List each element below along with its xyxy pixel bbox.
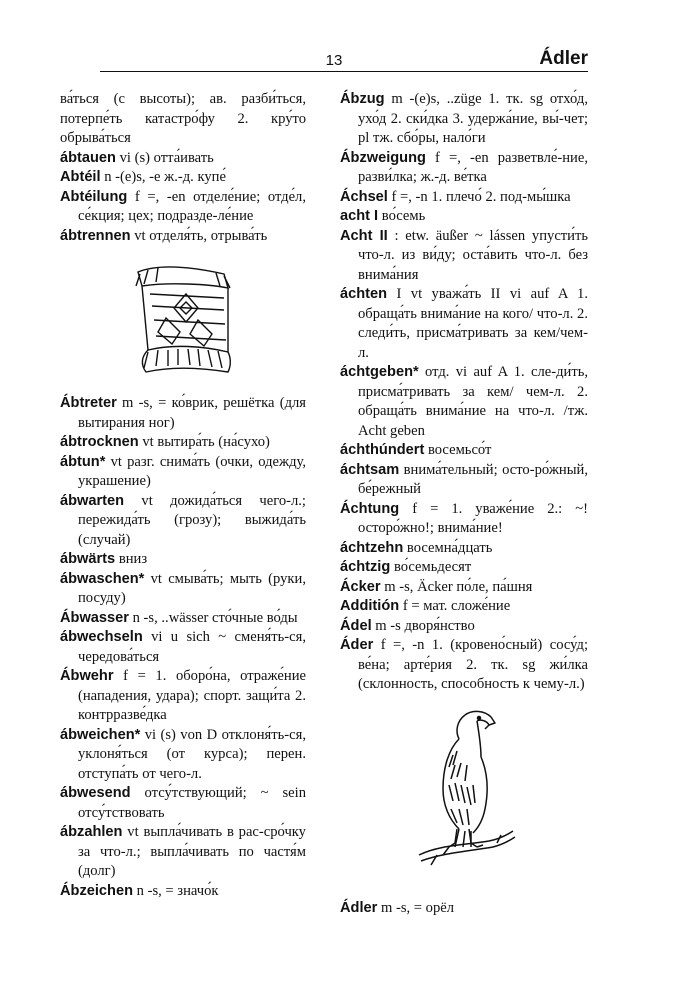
dictionary-entry — [340, 363, 588, 441]
dictionary-entry — [60, 609, 306, 629]
entry-text: f = мат. сложе́ние — [402, 598, 511, 614]
entry-headword: Ábwehr — [60, 668, 114, 684]
entry-text: f =, -en разветвле́-ние, разви́лка; ж.-д. ве́тка — [358, 149, 588, 185]
entry-headword: áchtgeben* — [340, 364, 419, 380]
entry-headword: Ádel — [340, 617, 372, 634]
entry-headword: áchten — [340, 286, 388, 302]
entry-text: f =, -n 1. плечо́ 2. под-мы́шка — [391, 188, 571, 205]
entry-text: I vt уважа́ть II vi auf A 1. обраща́ть внима́ние на кого/ что-л. 2. следи́ть, присма́тривать за кем/чем-л. — [358, 286, 588, 361]
entry-text: внима́тельный; осто-ро́жный, бе́режный — [358, 461, 588, 497]
entry-headword: Additión — [340, 598, 400, 614]
dictionary-entry — [340, 441, 588, 461]
dictionary-entry — [340, 285, 588, 363]
page-header — [100, 44, 588, 72]
entry-headword: ábtun* — [60, 453, 106, 470]
dictionary-entry — [60, 550, 306, 570]
entry-text: vt вытира́ть (на́сухо) — [142, 434, 270, 450]
dictionary-entry — [340, 207, 588, 227]
entry-text: f =, -n 1. (кровено́сный) сосу́д; ве́на; арте́рия 2. тк. sg жи́лка (склонность, способность к чему-л.) — [358, 637, 589, 692]
entry-text: m -s, = ко́врик, решётка (для вытирания ног) — [78, 395, 306, 431]
entry-headword: Abtéilung — [60, 188, 128, 205]
entry-headword: áchtzig — [340, 559, 391, 575]
entry-headword: Abtéil — [60, 169, 101, 185]
entry-headword: ábtrennen — [60, 227, 131, 244]
entry-headword: Ábtreter — [60, 395, 117, 411]
entry-text: vt разг. снима́ть (очки, одежду, украшение) — [78, 453, 306, 489]
entry-text: m -(e)s, ..züge 1. тк. sg отхо́д, ухо́д 2. ски́дка 3. удержа́ние, вы́-чет; pl тж. сбо́ры, нало́ги — [358, 91, 588, 146]
entry-headword: Ábzeichen — [60, 882, 133, 899]
dictionary-entry — [340, 227, 588, 286]
dictionary-entry — [340, 558, 588, 578]
entry-text: восемьсо́т — [427, 442, 492, 458]
dictionary-entry — [340, 597, 588, 617]
entry-text: : etw. äußer ~ lássen упусти́ть что-л. из ви́ду; оста́вить что-л. без внима́ния — [358, 227, 589, 283]
dictionary-entry — [340, 539, 588, 559]
dictionary-entry — [60, 227, 306, 247]
eagle-illustration — [409, 705, 519, 875]
dictionary-entry — [60, 188, 306, 227]
dictionary-entry — [60, 882, 306, 902]
dictionary-entry — [60, 394, 306, 433]
entry-headword: Áder — [340, 637, 374, 653]
entry-headword: áchthúndert — [340, 442, 425, 458]
entry-text: vi (s) von D отклоня́ть-ся, уклоня́ться (от курса); перен. отступа́ть от чего-л. — [78, 726, 306, 782]
entry-headword: ábwaschen* — [60, 570, 145, 587]
entry-headword: Áchtung — [340, 500, 400, 517]
entry-headword: Ábzug — [340, 91, 385, 107]
entry-headword: Ábzweigung — [340, 149, 426, 166]
entry-headword: áchtsam — [340, 461, 400, 478]
dictionary-entry — [340, 617, 588, 637]
entry-text: f =, -en отделе́ние; отде́л, се́кция; цех; подразде-ле́ние — [78, 188, 306, 224]
dictionary-entry — [340, 461, 588, 500]
entry-headword: ábwechseln — [60, 629, 143, 645]
entry-text: отд. vi auf A 1. сле-ди́ть, присма́тривать за кем/ чем-л. 2. обраща́ть внима́ние на что-л. /тж. Acht geben — [358, 364, 588, 439]
right-column — [340, 90, 588, 887]
dictionary-entry — [340, 188, 588, 208]
entry-text: vi u sich ~ сменя́ть-ся, чередова́ться — [78, 629, 306, 665]
entry-headword: ábweichen* — [60, 726, 141, 743]
entry-headword: ábwesend — [60, 785, 131, 801]
dictionary-entry — [60, 168, 306, 188]
dictionary-entry — [60, 570, 306, 609]
entry-headword: Ábwasser — [60, 609, 129, 626]
dictionary-entry — [340, 149, 588, 188]
entry-text: во́семьдесят — [393, 559, 472, 575]
entry-headword: Acht II — [340, 227, 388, 244]
dictionary-entry — [340, 500, 588, 539]
entry-headword: ábwarten — [60, 492, 125, 509]
entry-headword: ábtauen — [60, 149, 116, 166]
entry-text: f = 1. уваже́ние 2.: ~! осторо́жно!; внима́ние! — [358, 500, 588, 536]
entry-headword: Áchsel — [340, 188, 388, 205]
entry-text: n -s, = значо́к — [136, 882, 219, 899]
dictionary-entry — [60, 453, 306, 492]
dictionary-entry — [340, 578, 588, 598]
entry-text: m -s дворя́нство — [375, 617, 475, 634]
entry-headword: acht I — [340, 208, 379, 224]
entry-text: отсу́тствующий; ~ sein отсу́тствовать — [78, 785, 307, 821]
page-number: 13 — [325, 52, 343, 69]
doormat-illustration — [128, 260, 238, 380]
dictionary-entry — [60, 90, 306, 149]
entry-text: vt отделя́ть, отрыва́ть — [134, 227, 268, 244]
dictionary-entry — [60, 726, 306, 785]
entry-text: во́семь — [381, 208, 426, 224]
dictionary-entry — [60, 492, 306, 551]
entry-text: m -s, Äcker по́ле, па́шня — [384, 578, 533, 595]
entry-text: вниз — [118, 551, 148, 567]
entry-text: n -s, ..wässer сто́чные во́ды — [132, 609, 298, 626]
dictionary-entry — [60, 784, 306, 823]
entry-headword: Ádler — [340, 900, 378, 916]
left-column — [60, 90, 306, 901]
header-rule — [100, 71, 588, 72]
dictionary-entry — [60, 149, 306, 169]
running-head: Ádler — [539, 48, 588, 69]
entry-text: vt дожида́ться чего-л.; пережида́ть (грозу); выжида́ть (случай) — [78, 492, 306, 548]
entry-text: vt смыва́ть; мыть (руки, посуду) — [78, 570, 306, 606]
dictionary-entry — [60, 823, 306, 882]
dictionary-entry — [340, 636, 588, 695]
dictionary-entry — [340, 899, 454, 919]
entry-text: ва́ться (с высоты); ав. разби́ться, потерпе́ть катастро́фу 2. кру́то обрыва́ться — [60, 91, 306, 146]
dictionary-entry — [340, 90, 588, 149]
entry-headword: áchtzehn — [340, 539, 404, 556]
entry-headword: ábtrocknen — [60, 434, 139, 450]
entry-headword: ábwärts — [60, 551, 116, 567]
entry-text: m -s, = орёл — [380, 900, 455, 916]
dictionary-entry — [60, 628, 306, 667]
entry-text: vt выпла́чивать в рас-сро́чку за что-л.; выпла́чивать по частя́м (долг) — [78, 824, 306, 879]
entry-text: f = 1. оборо́на, отраже́ние (нападения, удара); спорт. защи́та 2. контрразве́дка — [78, 668, 307, 723]
dictionary-entry — [60, 667, 306, 726]
entry-text: vi (s) отта́ивать — [119, 149, 214, 166]
entry-text: восемна́дцать — [406, 539, 493, 556]
entry-text: n -(e)s, -e ж.-д. купе́ — [104, 169, 226, 185]
entry-headword: ábzahlen — [60, 824, 123, 840]
entry-headword: Ácker — [340, 578, 381, 595]
dictionary-entry — [60, 433, 306, 453]
